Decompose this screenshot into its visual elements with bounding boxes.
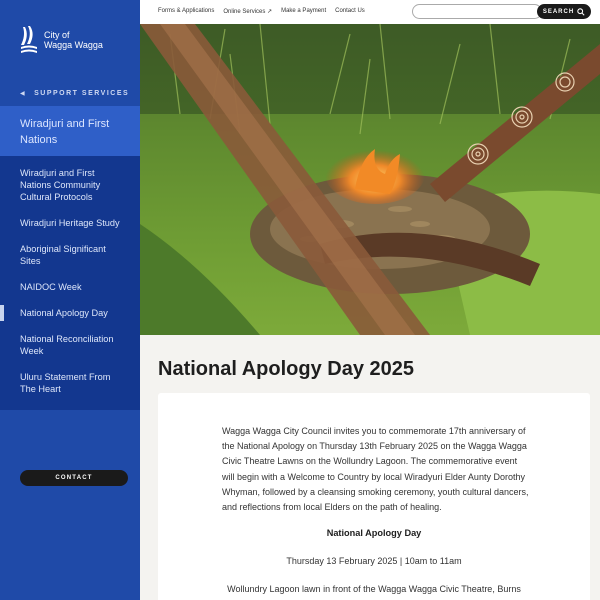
contact-button[interactable]: CONTACT <box>20 470 128 486</box>
top-bar <box>140 0 600 24</box>
logo-icon <box>20 25 38 55</box>
support-services-label: SUPPORT SERVICES <box>34 89 130 97</box>
online-services-label: Online Services <box>223 9 266 15</box>
contact-us-link[interactable]: Contact Us <box>335 8 365 14</box>
hero-image <box>140 24 600 335</box>
top-links <box>158 8 365 15</box>
hero-illustration <box>140 24 600 335</box>
sidebar-item-cultural-protocols[interactable]: Wiradjuri and First Nations Community Cultural Protocols <box>20 168 101 202</box>
event-heading: National Apology Day <box>326 528 422 538</box>
search-button[interactable] <box>537 4 591 19</box>
search-button-label: SEARCH <box>542 8 575 15</box>
intro-paragraph: Wagga Wagga City Council invites you to commemorate 17th anniversary of the National Apology on Thursday 13th February 2025 on the Wagga Wagga Civic Theatre Lawns on the Wollundry Lagoon. The commemorative event will begin with a Welcome to Country by local Wiradyuri Elder Aunty Dorothy Whyman, followed by a cleansing smoking ceremony, youth cultural dancers, and reflections from local Elders on the path of healing. <box>222 426 529 513</box>
sidebar-item-significant-sites[interactable]: Aboriginal Significant Sites <box>20 244 106 266</box>
sidebar-item-reconciliation-week[interactable]: National Reconciliation Week <box>20 334 114 356</box>
event-date: Thursday 13 February 2025 | 10am to 11am <box>286 556 462 566</box>
sidebar <box>0 0 140 600</box>
logo-line-2: Wagga Wagga <box>44 40 103 50</box>
sidebar-section-title[interactable]: Wiradjuri and First Nations <box>0 106 140 156</box>
logo[interactable] <box>0 0 140 80</box>
sidebar-item-national-apology-day[interactable]: National Apology Day <box>0 300 140 326</box>
sidebar-nav <box>0 156 140 410</box>
make-payment-link[interactable]: Make a Payment <box>281 8 327 14</box>
sidebar-item-heritage-study[interactable]: Wiradjuri Heritage Study <box>20 218 120 228</box>
logo-line-1: City of <box>44 30 70 40</box>
online-services-link[interactable] <box>223 8 272 15</box>
caret-left-icon: ◀ <box>20 90 27 97</box>
search-icon <box>577 8 585 16</box>
content-card <box>158 393 590 600</box>
external-link-icon: ↗ <box>267 9 273 15</box>
support-services-link[interactable] <box>0 80 140 106</box>
event-venue: Wollundry Lagoon lawn in front of the Wagga Wagga Civic Theatre, Burns <box>227 584 521 594</box>
search-input[interactable] <box>412 4 542 19</box>
logo-text <box>44 30 103 50</box>
sidebar-item-naidoc-week[interactable]: NAIDOC Week <box>20 282 82 292</box>
sidebar-item-uluru-statement[interactable]: Uluru Statement From The Heart <box>20 372 111 394</box>
forms-applications-link[interactable]: Forms & Applications <box>158 8 215 14</box>
page-title: National Apology Day 2025 <box>158 358 414 380</box>
